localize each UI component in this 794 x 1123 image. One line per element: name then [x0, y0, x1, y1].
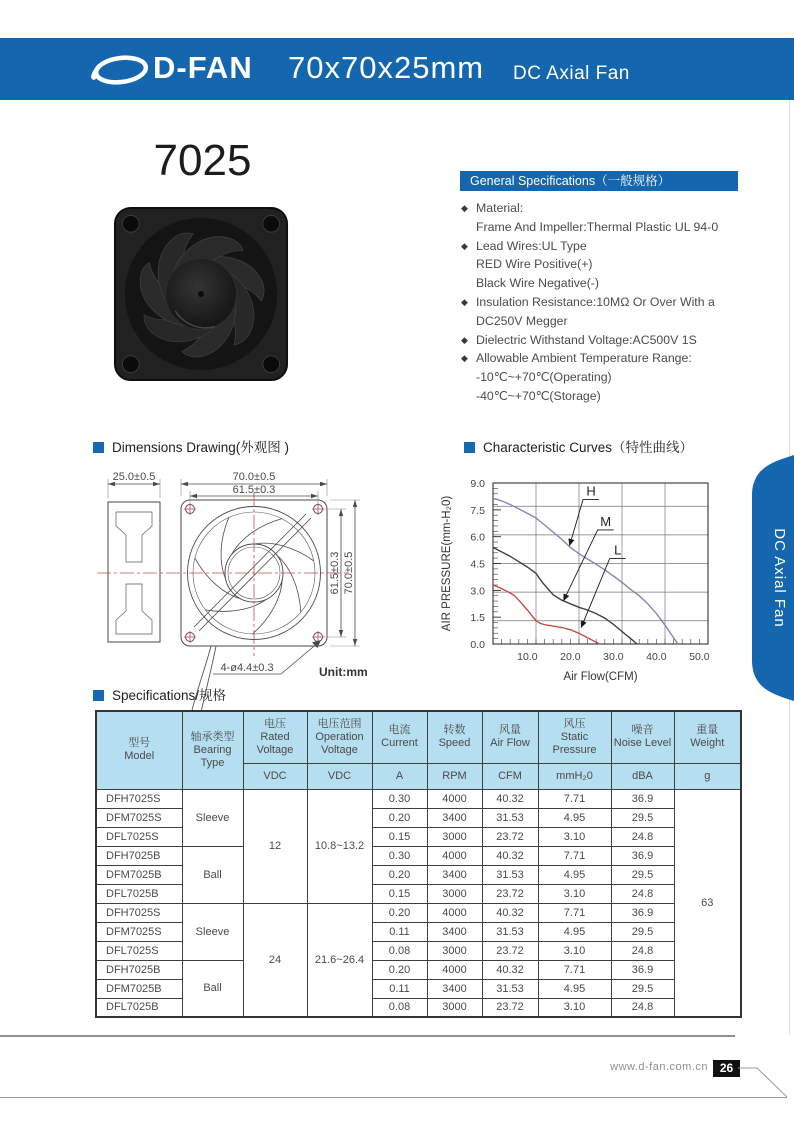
diamond-bullet-icon: ◆: [461, 353, 468, 364]
table-cell: Sleeve: [182, 903, 243, 960]
table-cell: 0.15: [372, 884, 427, 903]
unit-header: dBA: [611, 763, 674, 789]
dfan-logo-icon: [88, 51, 150, 89]
table-cell: DFM7025B: [96, 865, 182, 884]
table-cell: 3.10: [538, 998, 611, 1017]
table-cell: 23.72: [482, 998, 538, 1017]
dim-front-height: 70.0±0.5: [343, 551, 355, 595]
table-cell: 36.9: [611, 846, 674, 865]
table-cell: Sleeve: [182, 789, 243, 846]
model-number-heading: 7025: [153, 136, 252, 185]
table-cell: 0.15: [372, 827, 427, 846]
svg-text:7.5: 7.5: [470, 504, 485, 517]
unit-header: VDC: [243, 763, 307, 789]
unit-header: mmH₂0: [538, 763, 611, 789]
svg-text:10.0: 10.0: [517, 651, 538, 663]
spec-line: RED Wire Positive(+): [476, 257, 593, 272]
column-header: 风压 Static Pressure: [538, 711, 611, 763]
column-header: 电压 Rated Voltage: [243, 711, 307, 763]
page-number-badge: 26: [713, 1060, 740, 1077]
diamond-bullet-icon: ◆: [461, 296, 468, 307]
table-cell: 4.95: [538, 922, 611, 941]
table-cell: 3000: [427, 827, 482, 846]
spec-line: ◆ Insulation Resistance:10MΩ Or Over With a: [461, 293, 761, 312]
unit-header: A: [372, 763, 427, 789]
table-cell: DFH7025B: [96, 960, 182, 979]
diamond-bullet-icon: ◆: [461, 240, 468, 251]
spec-line: Frame And Impeller:Thermal Plastic UL 94-0: [476, 219, 719, 234]
table-cell: 7.71: [538, 903, 611, 922]
unit-header: VDC: [307, 763, 372, 789]
dim-front-width: 70.0±0.5: [232, 471, 276, 483]
table-cell: 24.8: [611, 827, 674, 846]
table-cell: DFH7025S: [96, 903, 182, 922]
table-cell: DFH7025B: [96, 846, 182, 865]
column-header: 转数 Speed: [427, 711, 482, 763]
general-specs-list: [461, 199, 761, 406]
column-header: 型号 Model: [96, 711, 182, 789]
table-cell: DFL7025S: [96, 941, 182, 960]
table-cell: DFL7025B: [96, 998, 182, 1017]
diamond-bullet-icon: ◆: [461, 334, 468, 345]
table-cell: 4000: [427, 789, 482, 808]
spec-line: -40℃~+70℃(Storage): [476, 388, 601, 403]
table-cell: 3000: [427, 884, 482, 903]
spec-line: Black Wire Negative(-): [476, 276, 599, 291]
characteristic-chart: [438, 466, 750, 688]
dim-side-depth: 25.0±0.5: [112, 471, 156, 483]
table-cell: 4.95: [538, 865, 611, 884]
table-cell: Ball: [182, 846, 243, 903]
svg-text:20.0: 20.0: [560, 651, 581, 663]
dim-mounting-holes: 4-ø4.4±0.3: [220, 662, 274, 674]
dim-hole-pitch-h: 61.5±0.3: [232, 484, 276, 496]
page-title: 70x70x25mm: [288, 50, 485, 85]
table-cell: 23.72: [482, 941, 538, 960]
table-cell: DFM7025S: [96, 922, 182, 941]
table-cell: 29.5: [611, 865, 674, 884]
table-cell: 12: [243, 789, 307, 903]
brand-name: D-FAN: [153, 50, 253, 85]
spec-line: DC250V Megger: [476, 313, 568, 328]
column-header: 噪音 Noise Level: [611, 711, 674, 763]
spec-table: [95, 710, 742, 1018]
table-cell: 0.30: [372, 846, 427, 865]
table-cell: 31.53: [482, 979, 538, 998]
column-header: 重量 Weight: [674, 711, 741, 763]
table-cell: 31.53: [482, 808, 538, 827]
footer-connector-line: [738, 1058, 790, 1100]
dim-hole-pitch-v: 61.5±0.3: [329, 551, 341, 595]
spec-line: ◆ Dielectric Withstand Voltage:AC500V 1S: [461, 331, 761, 350]
table-cell: 10.8~13.2: [307, 789, 372, 903]
table-cell: 40.32: [482, 960, 538, 979]
table-cell: 31.53: [482, 865, 538, 884]
table-cell: 0.20: [372, 960, 427, 979]
side-tab: [750, 452, 794, 704]
table-cell: 29.5: [611, 922, 674, 941]
svg-text:0.0: 0.0: [470, 639, 485, 651]
table-cell: 29.5: [611, 979, 674, 998]
fan-product-image: [112, 204, 290, 384]
table-cell: 24.8: [611, 941, 674, 960]
column-header: 轴承类型 Bearing Type: [182, 711, 243, 789]
spec-line: -10℃~+70℃(Operating): [476, 370, 612, 385]
svg-text:30.0: 30.0: [603, 651, 624, 663]
spec-line: ◆ Allowable Ambient Temperature Range:: [461, 349, 761, 368]
table-cell: 3400: [427, 979, 482, 998]
table-cell: 0.20: [372, 865, 427, 884]
table-cell: 3.10: [538, 941, 611, 960]
table-cell: 0.11: [372, 979, 427, 998]
svg-text:50.0: 50.0: [689, 651, 710, 663]
diamond-bullet-icon: ◆: [461, 203, 468, 213]
dim-unit-note: Unit:mm: [319, 665, 368, 679]
table-cell: 21.6~26.4: [307, 903, 372, 1017]
table-cell: 4.95: [538, 808, 611, 827]
dimensions-section-heading: Dimensions Drawing(外观图 ): [93, 436, 289, 456]
curves-section-heading: Characteristic Curves（特性曲线）: [464, 436, 693, 456]
unit-header: CFM: [482, 763, 538, 789]
table-cell: Ball: [182, 960, 243, 1017]
svg-text:9.0: 9.0: [470, 478, 485, 490]
page-subtitle: DC Axial Fan: [513, 63, 630, 84]
table-cell: 0.20: [372, 808, 427, 827]
table-cell: 3400: [427, 808, 482, 827]
table-cell: 3000: [427, 941, 482, 960]
svg-text:1.5: 1.5: [470, 612, 485, 625]
table-cell: 3.10: [538, 884, 611, 903]
svg-text:H: H: [586, 483, 596, 499]
table-cell: 31.53: [482, 922, 538, 941]
table-cell: 7.71: [538, 960, 611, 979]
side-tab-label: DC Axial Fan: [771, 528, 788, 628]
table-cell: 29.5: [611, 808, 674, 827]
table-cell: DFL7025S: [96, 827, 182, 846]
table-cell: 4000: [427, 846, 482, 865]
section-marker-icon: [464, 442, 475, 453]
table-row: [96, 960, 741, 979]
table-cell: 4.95: [538, 979, 611, 998]
table-cell: 23.72: [482, 884, 538, 903]
table-row: [96, 846, 741, 865]
svg-text:4.5: 4.5: [470, 558, 485, 571]
column-header: 风量 Air Flow: [482, 711, 538, 763]
table-cell: 36.9: [611, 903, 674, 922]
svg-text:L: L: [614, 542, 622, 558]
table-cell: 0.11: [372, 922, 427, 941]
table-cell: 63: [674, 789, 741, 1017]
svg-text:40.0: 40.0: [646, 651, 667, 663]
spec-line: ◆ Lead Wires:UL Type: [461, 237, 761, 256]
specifications-section-heading: Specifications/规格: [93, 684, 226, 704]
unit-header: g: [674, 763, 741, 789]
table-cell: 40.32: [482, 903, 538, 922]
svg-text:Air Flow(CFM): Air Flow(CFM): [563, 671, 638, 683]
svg-text:M: M: [600, 513, 612, 529]
table-cell: 24.8: [611, 998, 674, 1017]
unit-header: RPM: [427, 763, 482, 789]
table-cell: 3.10: [538, 827, 611, 846]
table-cell: 0.08: [372, 941, 427, 960]
table-cell: 0.30: [372, 789, 427, 808]
table-cell: 36.9: [611, 960, 674, 979]
table-cell: 3000: [427, 998, 482, 1017]
footer-rule-bottom: [0, 1097, 787, 1098]
svg-text:3.0: 3.0: [470, 585, 485, 598]
column-header: 电压范围 Operation Voltage: [307, 711, 372, 763]
table-cell: 0.20: [372, 903, 427, 922]
table-cell: 3400: [427, 922, 482, 941]
general-specs-header: General Specifications（一般规格）: [460, 171, 738, 191]
table-cell: 24.8: [611, 884, 674, 903]
table-cell: DFM7025S: [96, 808, 182, 827]
column-header: 电流 Current: [372, 711, 427, 763]
table-cell: 4000: [427, 903, 482, 922]
table-cell: 23.72: [482, 827, 538, 846]
dimensions-drawing: [95, 458, 385, 718]
table-cell: DFL7025B: [96, 884, 182, 903]
table-cell: 40.32: [482, 846, 538, 865]
table-cell: 7.71: [538, 789, 611, 808]
table-cell: 24: [243, 903, 307, 1017]
section-marker-icon: [93, 442, 104, 453]
table-cell: 36.9: [611, 789, 674, 808]
footer-rule-top: [0, 1035, 735, 1037]
table-cell: 7.71: [538, 846, 611, 865]
svg-text:6.0: 6.0: [470, 531, 485, 544]
header-banner: [0, 38, 794, 100]
table-cell: DFM7025B: [96, 979, 182, 998]
table-row: [96, 903, 741, 922]
table-cell: 3400: [427, 865, 482, 884]
table-cell: 40.32: [482, 789, 538, 808]
svg-text:AIR PRESSURE(mm-H₂0): AIR PRESSURE(mm-H₂0): [441, 495, 453, 632]
table-cell: 4000: [427, 960, 482, 979]
table-cell: 0.08: [372, 998, 427, 1017]
table-row: [96, 789, 741, 808]
table-cell: DFH7025S: [96, 789, 182, 808]
footer-url: www.d-fan.com.cn: [610, 1061, 708, 1073]
spec-line: ◆ Material:: [461, 199, 761, 218]
